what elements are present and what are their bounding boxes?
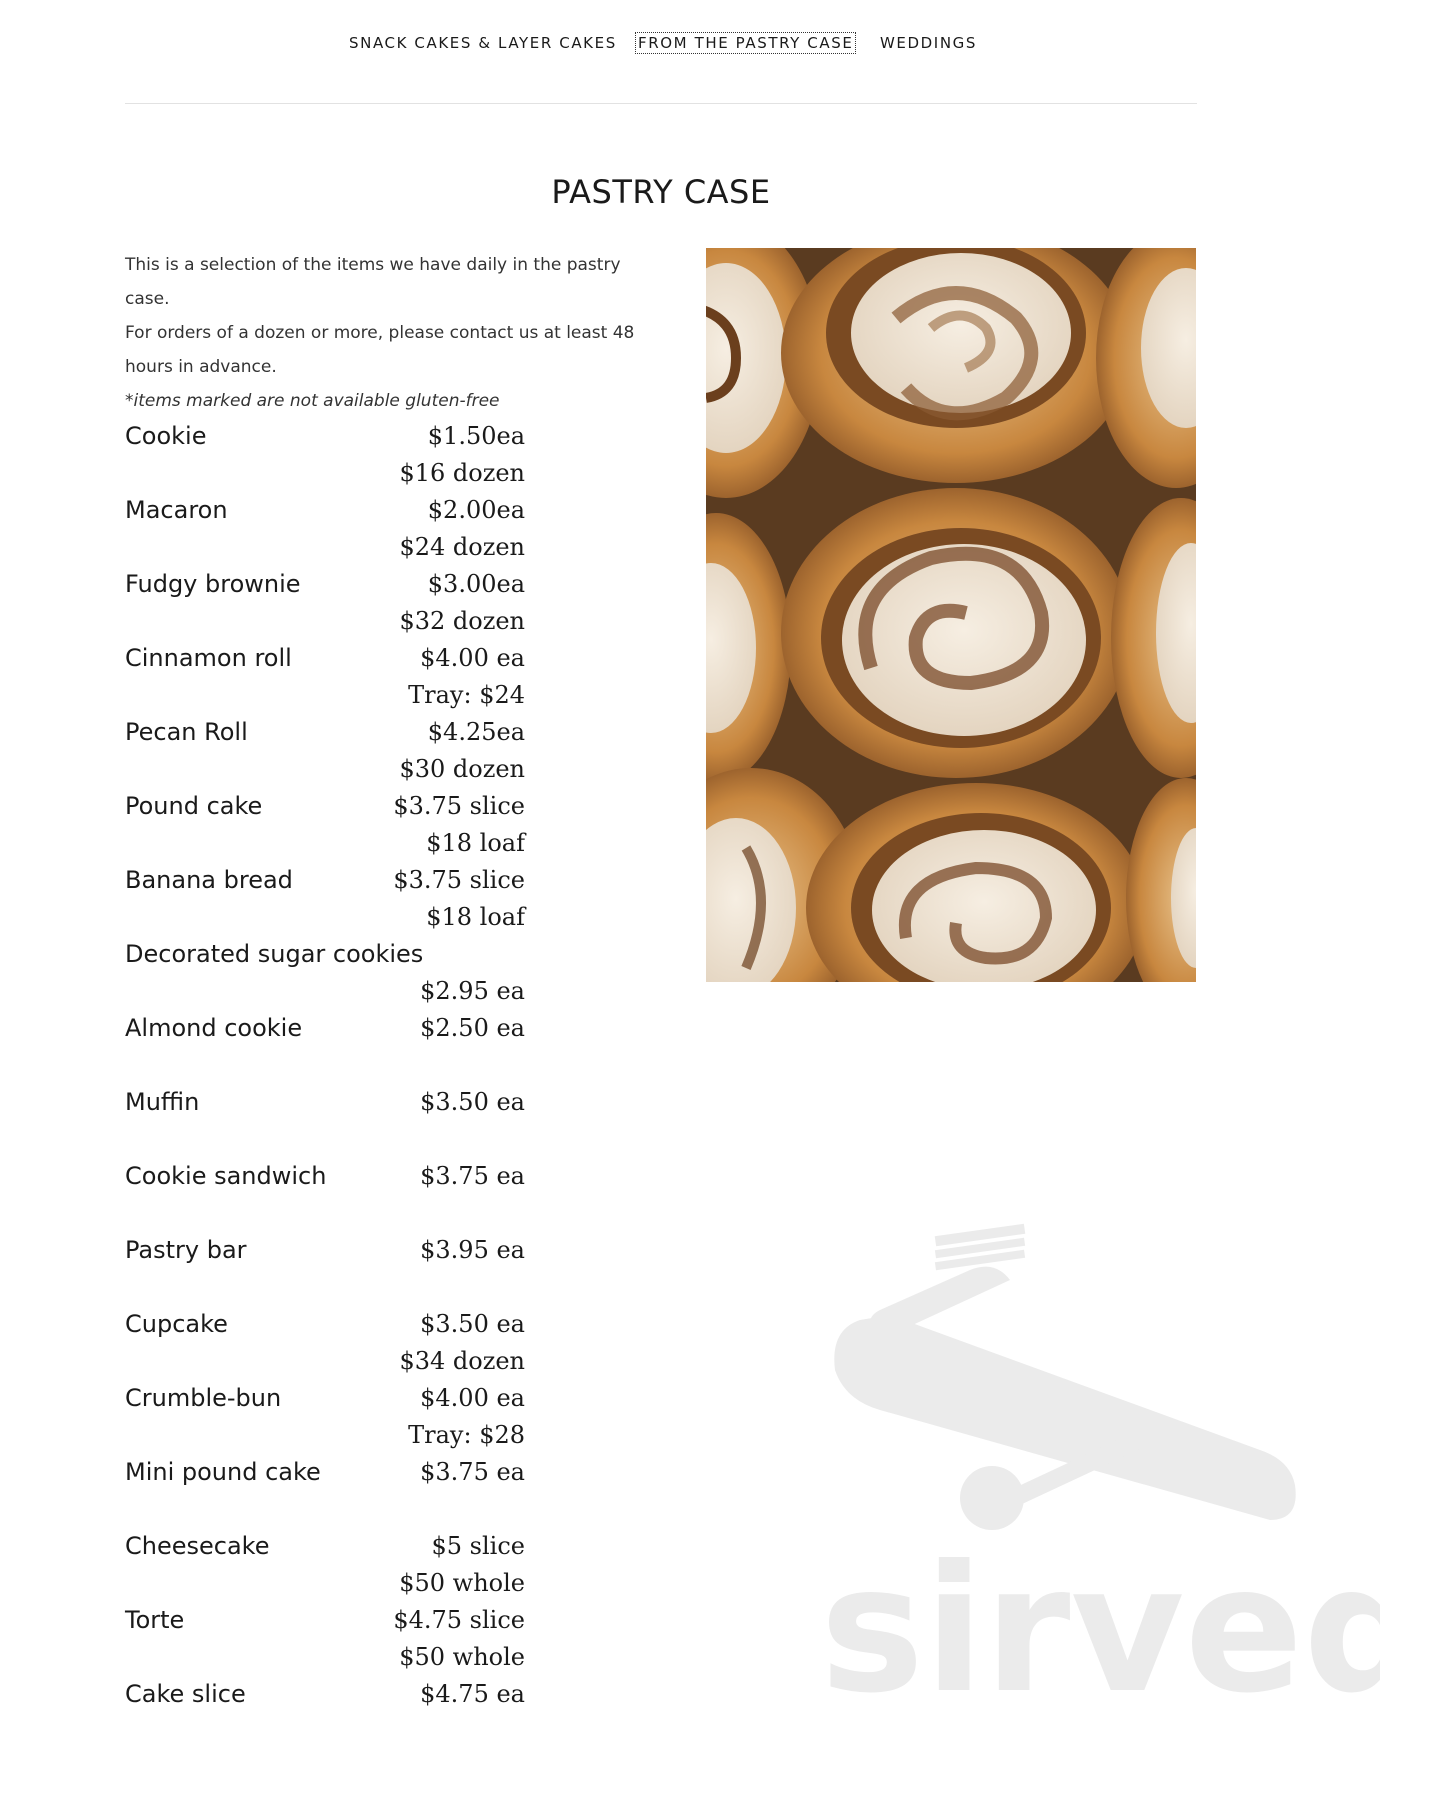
menu-item-price: $50 whole xyxy=(399,1569,525,1597)
menu-item-name: Cheesecake xyxy=(125,1532,270,1560)
menu-item-name: Banana bread xyxy=(125,866,293,894)
menu-item-price: $3.50 ea xyxy=(420,1310,525,1338)
nav-link-snack-cakes[interactable]: SNACK CAKES & LAYER CAKES xyxy=(349,34,617,52)
menu-item-price: $4.25ea xyxy=(427,718,525,746)
menu-row xyxy=(125,492,525,529)
menu-row xyxy=(125,1232,525,1269)
nav-link-weddings[interactable]: WEDDINGS xyxy=(880,34,977,52)
menu-row xyxy=(125,640,525,677)
menu-row xyxy=(125,529,525,566)
menu-item-name: Fudgy brownie xyxy=(125,570,301,598)
menu-item-price: $18 loaf xyxy=(426,903,525,931)
menu-item-price: $4.75 slice xyxy=(393,1606,525,1634)
menu-item-name: Pound cake xyxy=(125,792,263,820)
menu-item-price: $4.00 ea xyxy=(420,1384,525,1412)
menu-row xyxy=(125,1010,525,1047)
nav-link-pastry-case[interactable]: FROM THE PASTRY CASE xyxy=(638,34,854,52)
menu-row xyxy=(125,1306,525,1343)
menu-item-price: $2.95 ea xyxy=(420,977,525,1005)
intro-line-3: hours in advance. xyxy=(125,357,277,377)
sirved-watermark xyxy=(820,1220,1380,1700)
menu-item-name: Cake slice xyxy=(125,1680,246,1708)
menu-row xyxy=(125,1084,525,1121)
menu-item-name: Pastry bar xyxy=(125,1236,247,1264)
roll-middle-center xyxy=(781,488,1131,778)
menu-item-name: Cookie xyxy=(125,422,207,450)
page-title: PASTRY CASE xyxy=(551,173,771,211)
menu-item-price: $30 dozen xyxy=(399,755,525,783)
menu-row xyxy=(125,936,525,973)
menu-row xyxy=(125,566,525,603)
menu-row xyxy=(125,677,525,714)
menu-item-price: Tray: $28 xyxy=(408,1421,525,1449)
cinnamon-rolls-illustration xyxy=(706,248,1196,982)
menu-item-name: Decorated sugar cookies xyxy=(125,940,424,968)
menu-item-price: $18 loaf xyxy=(426,829,525,857)
gluten-free-note: *items marked are not available gluten-free xyxy=(125,391,500,411)
menu-item-name: Mini pound cake xyxy=(125,1458,321,1486)
watermark-text: sirved xyxy=(820,1529,1380,1700)
menu-row xyxy=(125,1269,525,1306)
menu-row xyxy=(125,1639,525,1676)
menu-item-price: $1.50ea xyxy=(427,422,525,450)
menu-row xyxy=(125,455,525,492)
menu-item-name: Crumble-bun xyxy=(125,1384,282,1412)
intro-text xyxy=(125,248,645,418)
intro-line-1: This is a selection of the items we have daily in the pastry case. xyxy=(125,255,621,309)
menu-row xyxy=(125,1380,525,1417)
menu-row xyxy=(125,1602,525,1639)
menu-row xyxy=(125,788,525,825)
menu-row xyxy=(125,418,525,455)
menu-row xyxy=(125,1417,525,1454)
menu-item-price: Tray: $24 xyxy=(408,681,525,709)
menu-item-price: $3.75 ea xyxy=(420,1162,525,1190)
top-navigation xyxy=(0,0,1454,104)
menu-row xyxy=(125,1121,525,1158)
menu-item-price: $2.00ea xyxy=(427,496,525,524)
nav-divider xyxy=(125,103,1197,104)
menu-item-price: $24 dozen xyxy=(399,533,525,561)
menu-row xyxy=(125,862,525,899)
pastry-menu-list xyxy=(125,418,525,1713)
sirved-logo-icon xyxy=(820,1220,1380,1700)
menu-row xyxy=(125,1528,525,1565)
menu-item-name: Cupcake xyxy=(125,1310,228,1338)
menu-item-name: Muffin xyxy=(125,1088,200,1116)
menu-row xyxy=(125,1454,525,1491)
menu-item-price: $32 dozen xyxy=(399,607,525,635)
intro-line-2: For orders of a dozen or more, please contact us at least 48 xyxy=(125,323,635,343)
menu-row xyxy=(125,751,525,788)
menu-item-name: Torte xyxy=(125,1606,185,1634)
menu-item-price: $50 whole xyxy=(399,1643,525,1671)
menu-row xyxy=(125,1343,525,1380)
menu-item-price: $3.50 ea xyxy=(420,1088,525,1116)
menu-item-price: $4.00 ea xyxy=(420,644,525,672)
menu-item-price: $3.75 slice xyxy=(393,866,525,894)
menu-item-price: $3.75 slice xyxy=(393,792,525,820)
menu-item-name: Macaron xyxy=(125,496,228,524)
menu-row xyxy=(125,899,525,936)
menu-row xyxy=(125,1195,525,1232)
menu-item-price: $2.50 ea xyxy=(420,1014,525,1042)
menu-row xyxy=(125,1565,525,1602)
menu-item-price: $34 dozen xyxy=(399,1347,525,1375)
menu-item-price: $3.00ea xyxy=(427,570,525,598)
menu-item-price: $16 dozen xyxy=(399,459,525,487)
menu-row xyxy=(125,825,525,862)
menu-item-price: $4.75 ea xyxy=(420,1680,525,1708)
menu-item-price: $5 slice xyxy=(431,1532,525,1560)
menu-row xyxy=(125,603,525,640)
menu-item-price: $3.75 ea xyxy=(420,1458,525,1486)
menu-row xyxy=(125,1158,525,1195)
menu-row xyxy=(125,973,525,1010)
menu-row xyxy=(125,1491,525,1528)
menu-item-price: $3.95 ea xyxy=(420,1236,525,1264)
menu-item-name: Pecan Roll xyxy=(125,718,248,746)
menu-item-name: Cinnamon roll xyxy=(125,644,292,672)
menu-row xyxy=(125,1047,525,1084)
menu-row xyxy=(125,1676,525,1713)
menu-item-name: Cookie sandwich xyxy=(125,1162,327,1190)
menu-item-name: Almond cookie xyxy=(125,1014,303,1042)
cinnamon-rolls-photo xyxy=(706,248,1196,982)
menu-row xyxy=(125,714,525,751)
